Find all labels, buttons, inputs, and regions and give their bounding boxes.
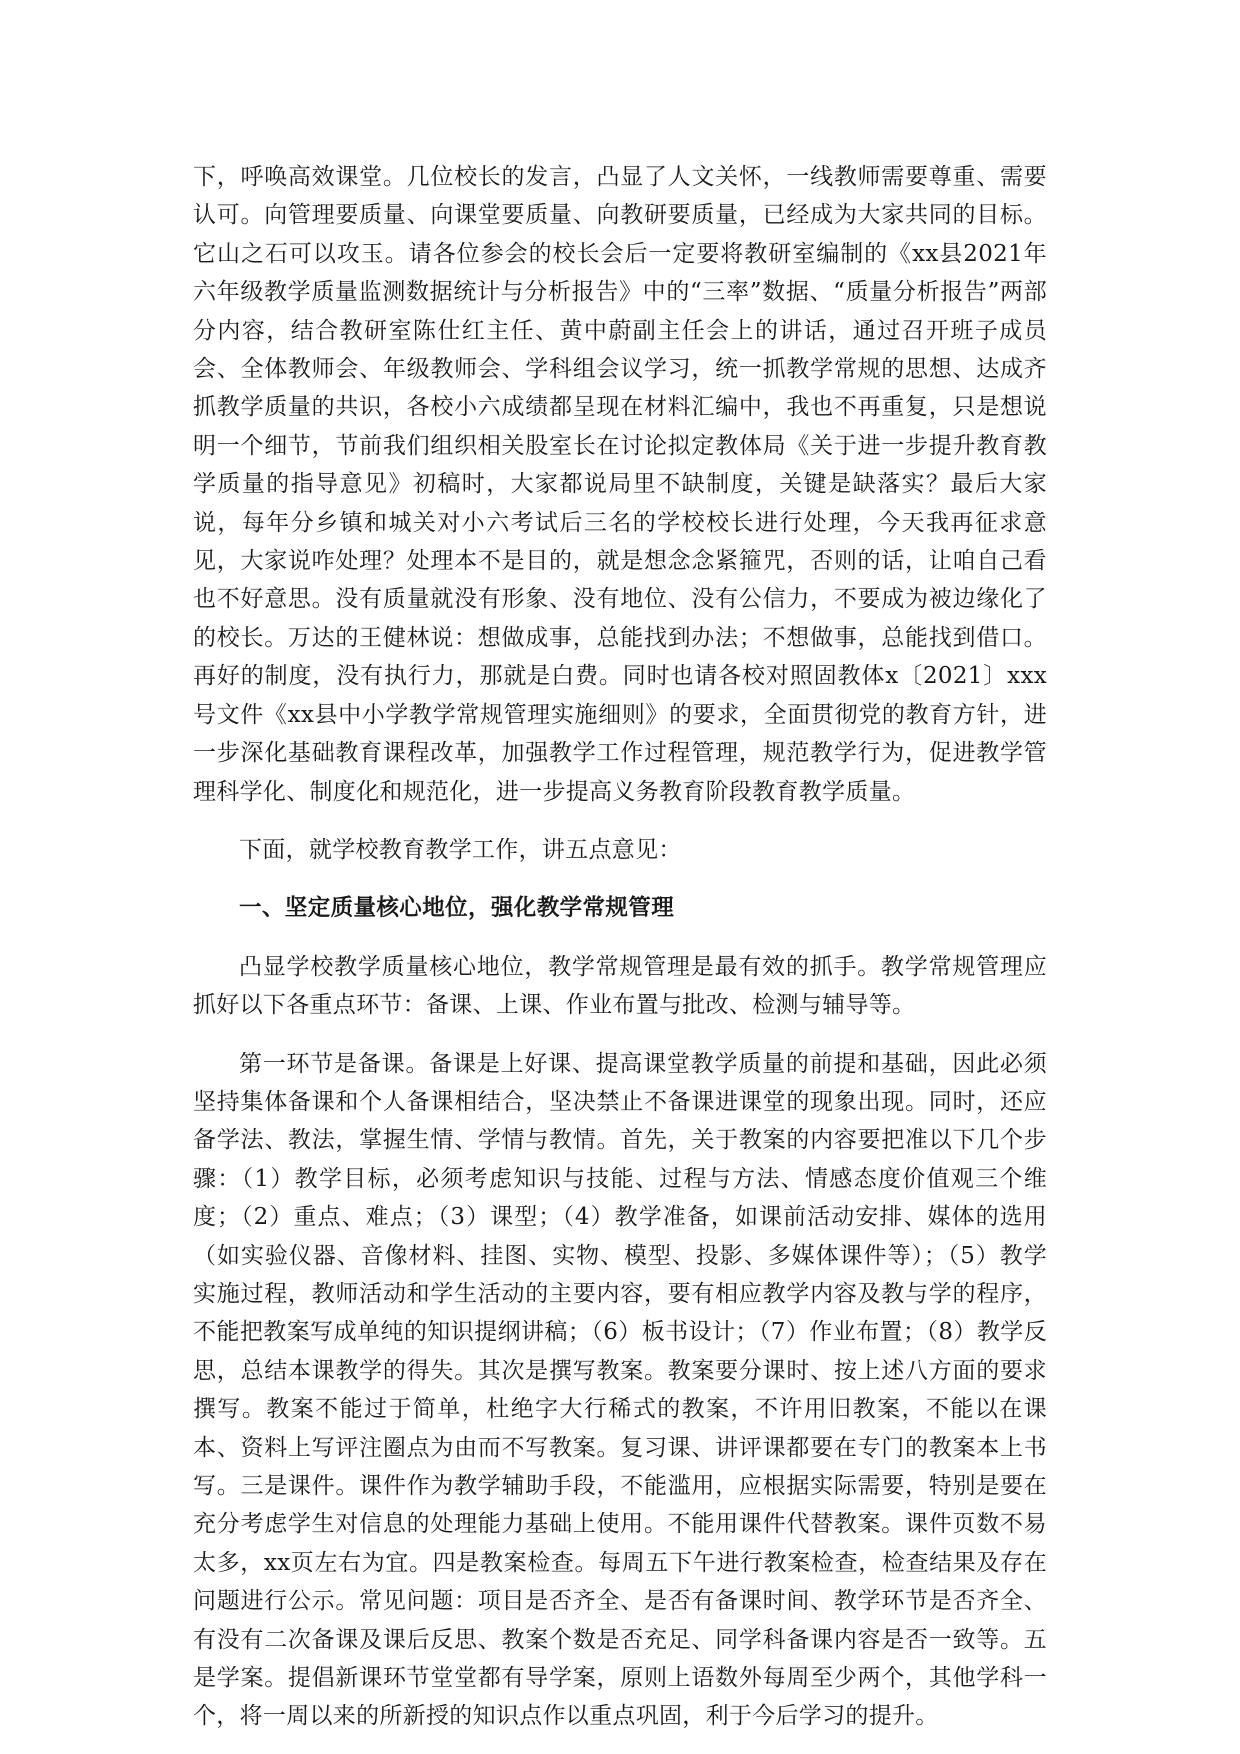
paragraph-transition: 下面，就学校教育教学工作，讲五点意见： bbox=[239, 836, 682, 863]
paragraph-section-intro: 凸显学校教学质量核心地位，教学常规管理是最有效的抓手。教学常规管理应抓好以下各重点环节：备课、上课、作业布置与批改、检测与辅导等。 bbox=[193, 953, 1047, 1019]
paragraph-lesson-preparation: 第一环节是备课。备课是上好课、提高课堂教学质量的前提和基础，因此必须坚持集体备课和个人备课相结合，坚决禁止不备课进课堂的现象出现。同时，还应备学法、教法，掌握生情、学情与教情。首先，关于教案的内容要把准以下几个步骤：（1）教学目标，必须考虑知识与技能、过程与方法、情感态度价值观三个维度；（2）重点、难点；（3）课型；（4）教学准备，如课前活动安排、媒体的选用（如实验仪器、音像材料、挂图、实物、模型、投影、多媒体课件等）；（5）教学实施过程，教师活动和学生活动的主要内容，要有相应教学内容及教与学的程序，不能把教案写成单纯的知识提纲讲稿；（6）板书设计；（7）作业布置；（8）教学反思，总结本课教学的得失。其次是撰写教案。教案要分课时、按上述八方面的要求撰写。教案不能过于简单，杜绝字大行稀式的教案，不许用旧教案，不能以在课本、资料上写评注圈点为由而不写教案。复习课、讲评课都要在专门的教案本上书写。三是课件。课件作为教学辅助手段，不能滥用，应根据实际需要，特别是要在充分考虑学生对信息的处理能力基础上使用。不能用课件代替教案。课件页数不易太多，xx页左右为宜。四是教案检查。每周五下午进行教案检查，检查结果及存在问题进行公示。常见问题：项目是否齐全、是否有备课时间、教学环节是否齐全、有没有二次备课及课后反思、教案个数是否充足、同学科备课内容是否一致等。五是学案。提倡新课环节堂堂都有导学案，原则上语数外每周至少两个，其他学科一个，将一周以来的所新授的知识点作以重点巩固，利于今后学习的提升。 bbox=[193, 1050, 1047, 1730]
document-body bbox=[193, 158, 1047, 1736]
section-heading-1: 一、坚定质量核心地位，强化教学常规管理 bbox=[239, 895, 675, 922]
paragraph-continued-speech: 下，呼唤高效课堂。几位校长的发言，凸显了人文关怀，一线教师需要尊重、需要认可。向管理要质量、向课堂要质量、向教研要质量，已经成为大家共同的目标。它山之石可以攻玉。请各位参会的校长会后一定要将教研室编制的《xx县2021年六年级教学质量监测数据统计与分析报告》中的“三率”数据、“质量分析报告”两部分内容，结合教研室陈仕红主任、黄中蔚副主任会上的讲话，通过召开班子成员会、全体教师会、年级教师会、学科组会议学习，统一抓教学常规的思想、达成齐抓教学质量的共识，各校小六成绩都呈现在材料汇编中，我也不再重复，只是想说明一个细节，节前我们组织相关股室长在讨论拟定教体局《关于进一步提升教育教学质量的指导意见》初稿时，大家都说局里不缺制度，关键是缺落实？最后大家说，每年分乡镇和城关对小六考试后三名的学校校长进行处理，今天我再征求意见，大家说咋处理？处理本不是目的，就是想念念紧箍咒，否则的话，让咱自己看也不好意思。没有质量就没有形象、没有地位、没有公信力，不要成为被边缘化了的校长。万达的王健林说：想做成事，总能找到办法；不想做事，总能找到借口。再好的制度，没有执行力，那就是白费。同时也请各校对照固教体x〔2021〕xxx号文件《xx县中小学教学常规管理实施细则》的要求，全面贯彻党的教育方针，进一步深化基础教育课程改革，加强教学工作过程管理，规范教学行为，促进教学管理科学化、制度化和规范化，进一步提高义务教育阶段教育教学质量。 bbox=[193, 164, 1047, 805]
